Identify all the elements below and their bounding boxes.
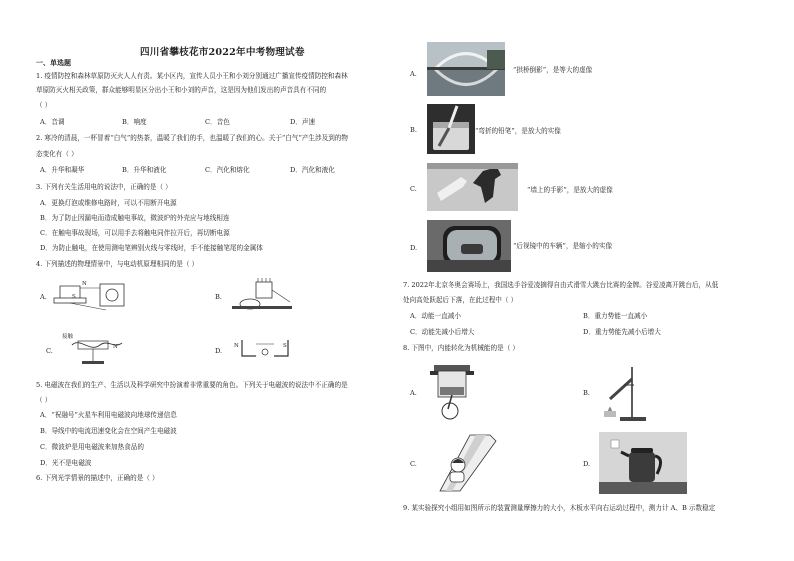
q2-option-c[interactable]: C．汽化和熔化 [205, 166, 250, 174]
q4-c-label-coil: 接触 [62, 334, 74, 340]
q5-option-b[interactable]: B．导线中的电流迅速变化会在空间产生电磁波 [40, 427, 177, 435]
q6-caption-b: “弯折的铅笔”，是放大的实像 [475, 127, 561, 135]
q8-option-a[interactable]: A. [410, 389, 417, 397]
q5-blank: （ ） [36, 396, 52, 404]
q7-option-a[interactable]: A．动能一直减小 [410, 312, 461, 320]
q2-option-d[interactable]: D．汽化和液化 [290, 166, 335, 174]
q7-option-c[interactable]: C．动能先减小后增大 [410, 328, 475, 336]
q6-option-a[interactable]: A. [410, 70, 417, 78]
q1-stem-line2: 草原防灭火相关政策，群众能够明显区分出小王和小刘的声音，这是因为他们发出的声音具有不同的 [36, 86, 327, 94]
q1-blank: （ ） [36, 101, 52, 109]
q4-a-label-n: N [82, 281, 87, 287]
q4-d-label-n: N [234, 343, 239, 349]
q3-option-d[interactable]: D．为防止触电，在使用测电笔辨别火线与零线时，手不能接触笔尾的金属体 [40, 244, 263, 252]
q1-stem-line1: 1. 疫情防控和森林草原防灭火人人有责。某小区内，宣传人员小王和小刘分别通过广播宣传疫情防控和森林 [36, 72, 348, 80]
q8-figure-test-tube [598, 365, 648, 423]
q8-stem: 8. 下图中，内能转化为机械能的是（ ） [403, 344, 519, 352]
q4-option-b[interactable]: B. [215, 293, 222, 301]
q6-caption-d: “后视镜中的车辆”，是缩小的实像 [513, 242, 613, 250]
q2-option-a[interactable]: A．升华和凝华 [40, 166, 85, 174]
q8-photo-kettle [599, 432, 687, 494]
q4-figure-a [50, 276, 140, 316]
q4-option-d[interactable]: D. [215, 347, 223, 355]
q5-option-c[interactable]: C．微波炉是用电磁波来加热食品的 [40, 443, 144, 451]
q7-stem-line2: 处向高处跃起后下落，在此过程中（ ） [403, 296, 518, 304]
q1-option-b[interactable]: B．响度 [122, 118, 147, 126]
q6-photo-pencil [427, 104, 475, 154]
q6-option-b[interactable]: B. [410, 126, 417, 134]
q2-option-b[interactable]: B．升华和液化 [122, 166, 167, 174]
q9-stem-line1: 9. 某实验探究小组用如图所示的装置测量摩擦力的大小，木板水平向右运动过程中，测力计 A、B 示数稳定 [403, 504, 716, 512]
q3-stem: 3. 下列有关生活用电的说法中，正确的是（ ） [36, 183, 172, 191]
q8-figure-engine [428, 361, 476, 423]
q3-option-c[interactable]: C．在触电事故现场，可以用手去将触电同伴拉开后，再切断电源 [40, 229, 230, 237]
q1-option-c[interactable]: C．音色 [205, 118, 230, 126]
q4-figure-b [228, 278, 298, 316]
q4-d-label-s: S [283, 343, 287, 349]
section-heading: 一、单选题 [36, 58, 71, 67]
q6-caption-a: “拱桥倒影”，是等大的虚像 [513, 66, 593, 74]
q7-stem-line1: 7. 2022年北京冬奥会赛场上，我国选手谷爱凌摘得自由式滑雪大跳台比赛的金牌。谷爱凌离开跳台后，从低 [403, 281, 719, 289]
q8-figure-slide [430, 433, 500, 495]
q3-option-b[interactable]: B．为了防止因漏电而造成触电事故，微波炉的外壳应与地线相连 [40, 214, 230, 222]
q5-option-d[interactable]: D．光不是电磁波 [40, 459, 92, 467]
q6-option-c[interactable]: C. [410, 185, 417, 193]
q8-option-d[interactable]: D. [583, 460, 591, 468]
q1-option-d[interactable]: D．声速 [290, 118, 316, 126]
q2-stem-line2: 态变化有（ ） [36, 150, 78, 158]
q8-option-b[interactable]: B. [583, 389, 590, 397]
q4-figure-c [60, 325, 130, 365]
q6-stem: 6. 下列光学情景的描述中，正确的是（ ） [36, 474, 159, 482]
q6-photo-hand-shadow [427, 163, 518, 211]
q5-stem-line1: 5. 电磁波在我们的生产、生活以及科学研究中扮演着非常重要的角色。下列关于电磁波的说法中不正确的是 [36, 381, 348, 389]
q4-option-a[interactable]: A. [40, 293, 47, 301]
q3-option-a[interactable]: A．更换灯泡或维修电路时，可以不用断开电源 [40, 199, 177, 207]
q7-option-b[interactable]: B．重力势能一直减小 [583, 312, 648, 320]
q6-caption-c: “墙上的手影”，是放大的虚像 [527, 186, 613, 194]
q4-stem: 4. 下列描述的物理情景中，与电动机原理相同的是（ ） [36, 260, 199, 268]
q4-c-label-n: N [113, 344, 118, 350]
q1-option-a[interactable]: A．音调 [40, 118, 65, 126]
q2-stem-line1: 2. 寒冷的清晨，一杯冒着“白气”的热茶，温暖了我们的手，也温暖了我们的心。关于“白气”产生涉及到的物 [36, 134, 348, 142]
q6-photo-bridge [427, 42, 505, 96]
q6-photo-rearview-mirror [427, 220, 511, 272]
q8-option-c[interactable]: C. [410, 460, 417, 468]
q7-option-d[interactable]: D．重力势能先减小后增大 [583, 328, 661, 336]
q6-option-d[interactable]: D. [410, 244, 418, 252]
q4-figure-d [232, 336, 298, 362]
q4-a-label-s: S [72, 294, 76, 300]
q5-option-a[interactable]: A．“祝融号”火星车利用电磁波向地球传递信息 [40, 411, 177, 419]
q4-option-c[interactable]: C. [46, 347, 53, 355]
page-title: 四川省攀枝花市2022年中考物理试卷 [140, 47, 305, 58]
